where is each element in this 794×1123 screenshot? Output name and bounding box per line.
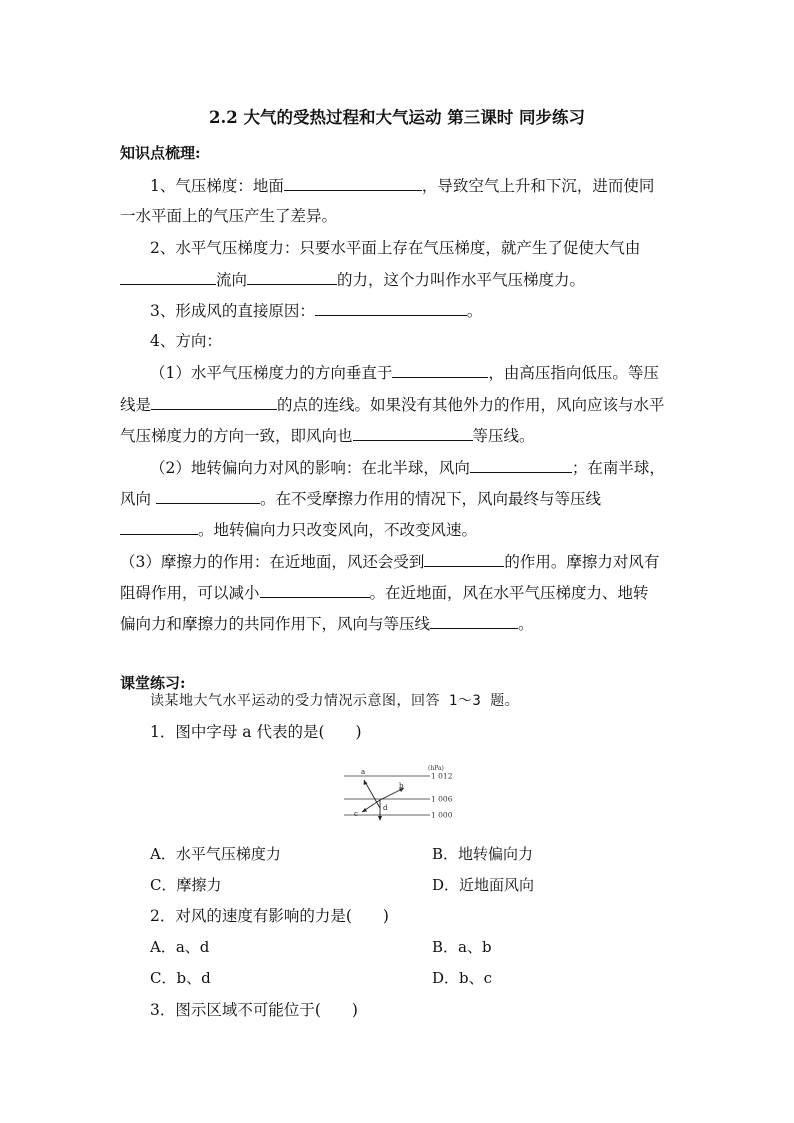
arrow-label: d	[383, 804, 388, 812]
text-line	[120, 612, 534, 635]
fill-blank[interactable]	[392, 361, 488, 378]
unit-label: (hPa)	[428, 765, 444, 772]
fill-blank[interactable]	[353, 424, 473, 441]
question-3: 3．图示区域不可能位于( )	[150, 1001, 358, 1019]
arrow-a	[364, 780, 380, 808]
text-line	[120, 550, 659, 573]
text-segment: 。	[518, 615, 534, 633]
force-diagram	[340, 760, 460, 824]
text-line: 2、水平气压梯度力：只要水平面上存在气压梯度，就产生了促使大气由	[150, 239, 641, 257]
arrow-label: b	[399, 782, 404, 790]
arrowhead-icon	[378, 816, 382, 821]
text-segment: 流向	[216, 271, 248, 289]
option-q1-a[interactable]: A．水平气压梯度力	[150, 845, 281, 863]
option-q1-d[interactable]: D．近地面风向	[432, 876, 535, 894]
text-segment: 。在近地面，风在水平气压梯度力、地转	[369, 584, 649, 602]
fill-blank[interactable]	[424, 550, 504, 567]
option-q2-c[interactable]: C．b、d	[150, 969, 211, 987]
text-line: 一水平面上的气压产生了差异。	[120, 207, 338, 225]
text-segment: 的力，这个力叫作水平气压梯度力。	[337, 271, 586, 289]
question-1: 1．图中字母 a 代表的是( )	[150, 723, 362, 741]
fill-blank[interactable]	[430, 612, 518, 629]
isobar-label: 1 000	[431, 810, 453, 820]
option-q1-b[interactable]: B．地转偏向力	[432, 845, 534, 863]
text-segment: 等压线。	[472, 427, 535, 445]
section-heading-practice: 课堂练习:	[120, 674, 186, 692]
text-line	[120, 487, 601, 510]
text-line	[120, 424, 535, 447]
text-segment: 。在不受摩擦力作用的情况下，风向最终与等压线	[259, 490, 601, 508]
question-2: 2．对风的速度有影响的力是( )	[150, 907, 389, 925]
question-intro: 读某地大气水平运动的受力情况示意图，回答 1～3 题。	[150, 693, 520, 709]
text-segment: 阻碍作用，可以减小	[120, 584, 260, 602]
fill-blank[interactable]	[315, 299, 467, 316]
text-line	[120, 268, 585, 291]
text-segment: 偏向力和摩擦力的共同作用下，风向与等压线	[120, 615, 431, 633]
text-segment: （1）水平气压梯度力的方向垂直于	[150, 364, 393, 382]
page-title: 2.2 大气的受热过程和大气运动 第三课时 同步练习	[209, 108, 585, 127]
text-segment: 线是	[120, 396, 152, 414]
fill-blank[interactable]	[156, 487, 260, 504]
text-segment: 1、气压梯度：地面	[150, 177, 284, 195]
text-line	[150, 299, 482, 322]
text-segment: ，导致空气上升和下沉，进而使同	[421, 177, 655, 195]
text-segment: （2）地转偏向力对风的影响：在北半球，风向	[150, 459, 470, 477]
option-q1-c[interactable]: C．摩擦力	[150, 876, 222, 894]
option-q2-a[interactable]: A．a、d	[150, 938, 210, 956]
fill-blank[interactable]	[151, 393, 277, 410]
text-segment: 气压梯度力的方向一致，即风向也	[120, 427, 353, 445]
fill-blank[interactable]	[260, 581, 370, 598]
fill-blank[interactable]	[120, 518, 198, 535]
option-q2-d[interactable]: D．b、c	[432, 969, 493, 987]
text-segment: 。	[466, 302, 483, 320]
isobar-label: 1 006	[431, 794, 453, 804]
text-segment: 3、形成风的直接原因：	[150, 302, 315, 320]
text-segment: 的作用。摩擦力对风有	[504, 553, 660, 571]
fill-blank[interactable]	[284, 174, 422, 191]
arrowhead-icon	[362, 808, 367, 812]
text-line	[150, 174, 654, 197]
text-segment: 的点的连线。如果没有其他外力的作用，风向应该与水平	[277, 396, 665, 414]
text-segment: 。地转偏向力只改变风向，不改变风速。	[198, 521, 478, 539]
fill-blank[interactable]	[120, 268, 216, 285]
text-segment: ，由高压指向低压。等压	[488, 364, 659, 382]
option-q2-b[interactable]: B．a、b	[432, 938, 492, 956]
text-line	[150, 456, 665, 479]
text-segment: （3）摩擦力的作用：在近地面，风还会受到	[120, 553, 425, 571]
text-segment: ；在南半球，	[571, 459, 665, 477]
text-line	[120, 393, 665, 416]
text-line	[120, 518, 477, 541]
arrow-label: c	[354, 810, 358, 818]
arrow-label: a	[361, 768, 366, 776]
fill-blank[interactable]	[470, 456, 572, 473]
text-line: 4、方向：	[150, 332, 222, 350]
text-line	[150, 361, 659, 384]
text-line	[120, 581, 649, 604]
isobar-label: 1 012	[431, 771, 453, 781]
fill-blank[interactable]	[247, 268, 337, 285]
section-heading-knowledge: 知识点梳理:	[120, 144, 201, 162]
text-segment: 风向	[120, 490, 152, 508]
